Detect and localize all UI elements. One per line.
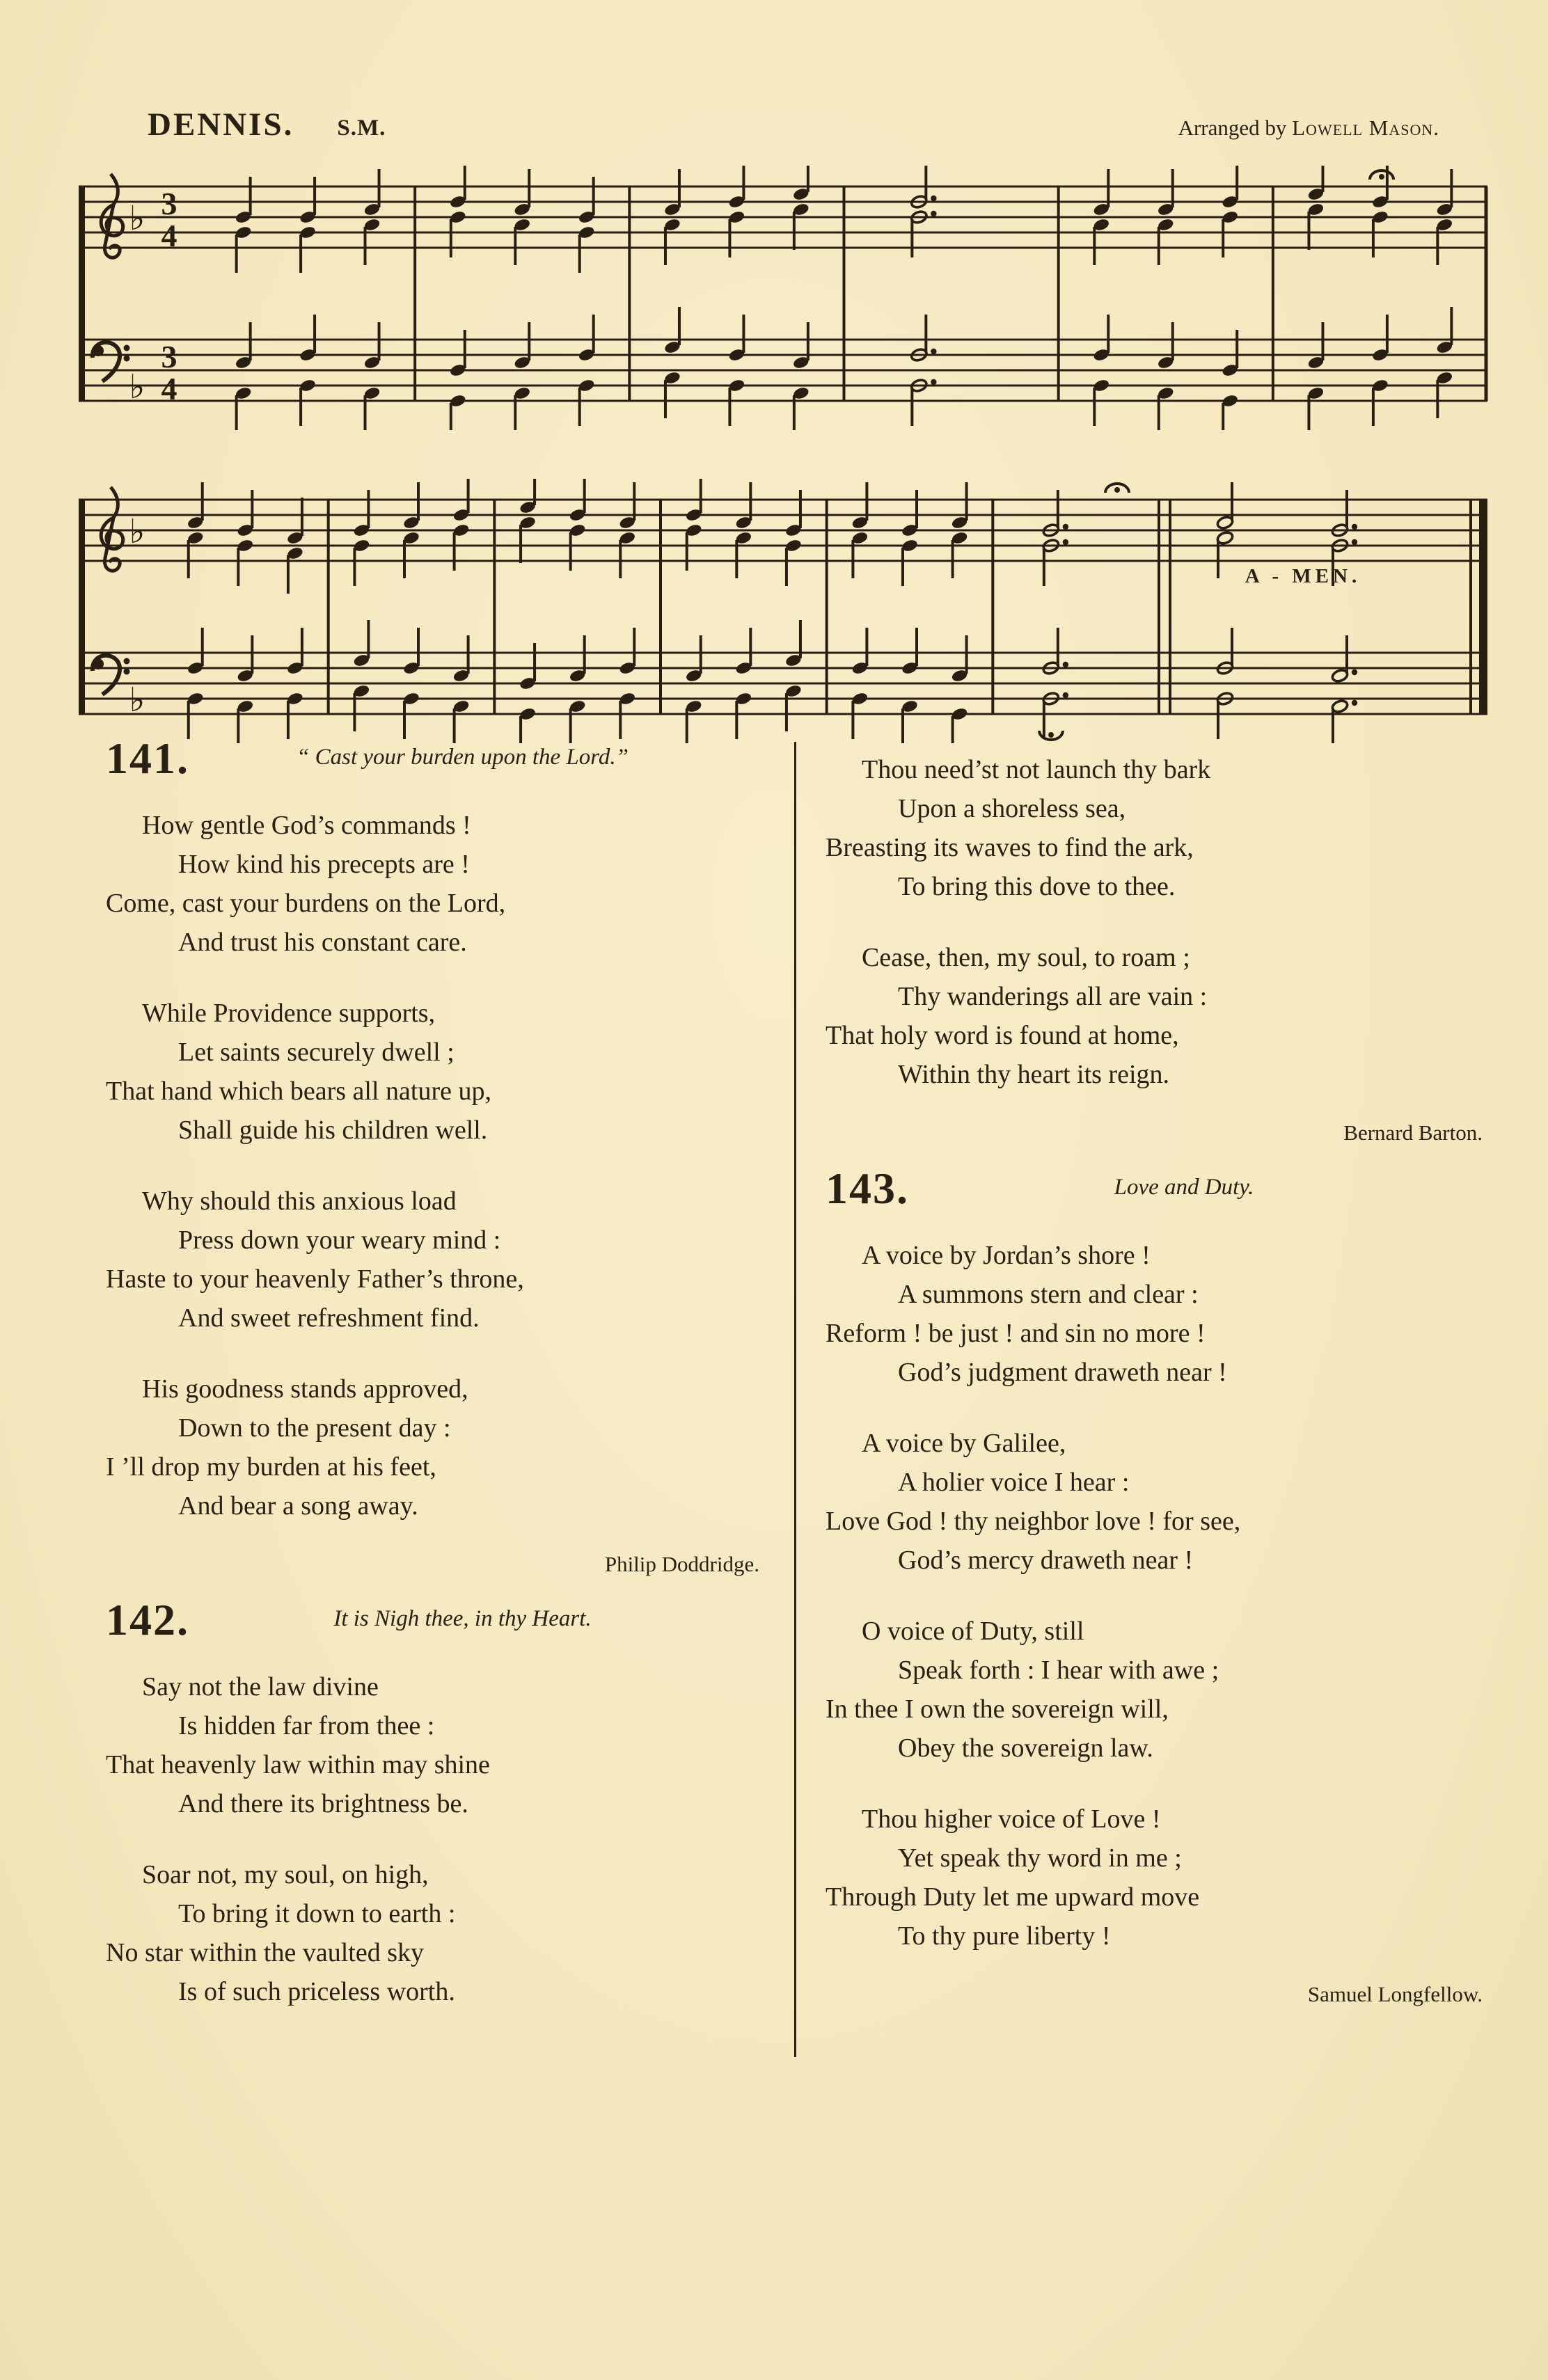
hymn-attribution: Bernard Barton. <box>1343 1120 1483 1145</box>
hymn-line: Haste to your heavenly Father’s throne, <box>106 1264 524 1294</box>
hymn-line: And bear a song away. <box>178 1491 418 1521</box>
hymn-143-header <box>826 1166 1487 1211</box>
hymn-line: Reform ! be just ! and sin no more ! <box>826 1319 1206 1348</box>
stanza <box>826 938 1487 1094</box>
hymn-line: Is hidden far from thee : <box>178 1711 435 1740</box>
hymn-line: Why should this anxious load <box>142 1187 457 1216</box>
svg-text:♭: ♭ <box>129 367 145 406</box>
hymn-number: 142. <box>106 1595 189 1644</box>
svg-text:♭: ♭ <box>129 681 145 720</box>
stanza <box>826 1236 1487 1392</box>
tune-title-group <box>148 106 386 143</box>
svg-text:♭: ♭ <box>129 512 145 551</box>
hymn-line: Shall guide his children well. <box>178 1116 488 1145</box>
hymn-line: A voice by Galilee, <box>862 1429 1066 1458</box>
hymn-line: In thee I own the sovereign will, <box>826 1695 1169 1724</box>
hymn-line: His goodness stands approved, <box>142 1374 468 1404</box>
hymn-line: That hand which bears all nature up, <box>106 1077 491 1106</box>
hymn-line: No star within the vaulted sky <box>106 1938 424 1967</box>
hymn-line: Breasting its waves to find the ark, <box>826 833 1194 862</box>
hymn-141-header <box>106 733 764 783</box>
hymn-line: Within thy heart its reign. <box>898 1060 1170 1089</box>
hymn-number: 143. <box>826 1164 909 1213</box>
hymn-line: Yet speak thy word in me ; <box>898 1843 1182 1873</box>
hymn-line: O voice of Duty, still <box>862 1617 1084 1646</box>
hymn-line: Speak forth : I hear with awe ; <box>898 1656 1219 1685</box>
hymn-line: And trust his constant care. <box>178 928 467 957</box>
music-system-2 <box>73 479 1493 743</box>
hymn-line: That heavenly law within may shine <box>106 1750 490 1779</box>
stanza <box>826 1424 1487 1580</box>
stanza <box>106 1855 764 2011</box>
hymn-line: Upon a shoreless sea, <box>898 794 1126 823</box>
hymn-line: Soar not, my soul, on high, <box>142 1860 429 1889</box>
arranger-line <box>1178 116 1439 141</box>
hymn-line: Come, cast your burdens on the Lord, <box>106 889 506 918</box>
hymn-line: Thou need’st not launch thy bark <box>862 755 1211 784</box>
hymn-line: How gentle God’s commands ! <box>142 811 471 840</box>
svg-text:4: 4 <box>161 218 177 253</box>
hymn-line: A holier voice I hear : <box>898 1468 1130 1497</box>
hymn-line: To thy pure liberty ! <box>898 1921 1111 1951</box>
hymn-line: God’s judgment draweth near ! <box>898 1358 1227 1387</box>
hymn-attribution: Philip Doddridge. <box>604 1552 759 1576</box>
hymn-line: God’s mercy draweth near ! <box>898 1546 1194 1575</box>
tune-name: DENNIS. <box>148 106 294 143</box>
hymn-line: That holy word is found at home, <box>826 1021 1179 1050</box>
hymn-line: To bring this dove to thee. <box>898 872 1176 901</box>
hymn-line: Is of such priceless worth. <box>178 1977 455 2006</box>
amen-label: A - MEN. <box>1245 565 1361 587</box>
stanza <box>106 806 764 962</box>
stanza <box>826 750 1487 906</box>
stanza <box>826 1800 1487 1955</box>
hymn-line: And sweet refreshment find. <box>178 1303 480 1333</box>
hymn-line: I ’ll drop my burden at his feet, <box>106 1452 436 1482</box>
hymn-line: How kind his precepts are ! <box>178 850 470 879</box>
hymn-line: Thy wanderings all are vain : <box>898 982 1208 1011</box>
hymn-line: And there its brightness be. <box>178 1789 468 1818</box>
tune-header <box>148 106 1439 143</box>
right-column <box>826 729 1487 2028</box>
stanza <box>106 994 764 1150</box>
hymn-line: Down to the present day : <box>178 1413 451 1443</box>
hymn-line: A voice by Jordan’s shore ! <box>862 1241 1151 1270</box>
stanza <box>106 1370 764 1525</box>
hymn-line: A summons stern and clear : <box>898 1280 1199 1309</box>
column-divider <box>794 742 796 2057</box>
stanza <box>826 1612 1487 1768</box>
arranged-by-label: Arranged by <box>1178 116 1287 140</box>
hymn-line: Obey the sovereign law. <box>898 1734 1153 1763</box>
stanza <box>106 1667 764 1823</box>
hymn-line: Say not the law divine <box>142 1672 379 1701</box>
music-system-1 <box>73 166 1493 430</box>
hymn-line: Press down your weary mind : <box>178 1225 501 1255</box>
hymn-line: Through Duty let me upward move <box>826 1882 1200 1912</box>
hymn-line: To bring it down to earth : <box>178 1899 456 1928</box>
left-column <box>106 729 764 2043</box>
hymn-attribution: Samuel Longfellow. <box>1307 1982 1483 2006</box>
hymn-title: It is Nigh thee, in thy Heart. <box>333 1606 592 1631</box>
hymn-line: Love God ! thy neighbor love ! for see, <box>826 1507 1241 1536</box>
tune-meter: S.M. <box>337 116 386 141</box>
hymn-line: While Providence supports, <box>142 999 436 1028</box>
hymn-title: “ Cast your burden upon the Lord.” <box>296 745 629 770</box>
svg-text:3: 3 <box>161 186 177 221</box>
hymn-number: 141. <box>106 733 189 783</box>
stanza <box>106 1182 764 1338</box>
svg-text:♭: ♭ <box>129 199 145 238</box>
arranger-name: Lowell Mason. <box>1292 116 1439 140</box>
hymn-142-header <box>106 1595 764 1644</box>
svg-text:3: 3 <box>161 339 177 374</box>
hymn-line: Thou higher voice of Love ! <box>862 1804 1161 1834</box>
hymn-line: Let saints securely dwell ; <box>178 1038 455 1067</box>
hymn-title: Love and Duty. <box>1114 1175 1254 1200</box>
hymn-line: Cease, then, my soul, to roam ; <box>862 943 1190 972</box>
svg-text:4: 4 <box>161 371 177 406</box>
